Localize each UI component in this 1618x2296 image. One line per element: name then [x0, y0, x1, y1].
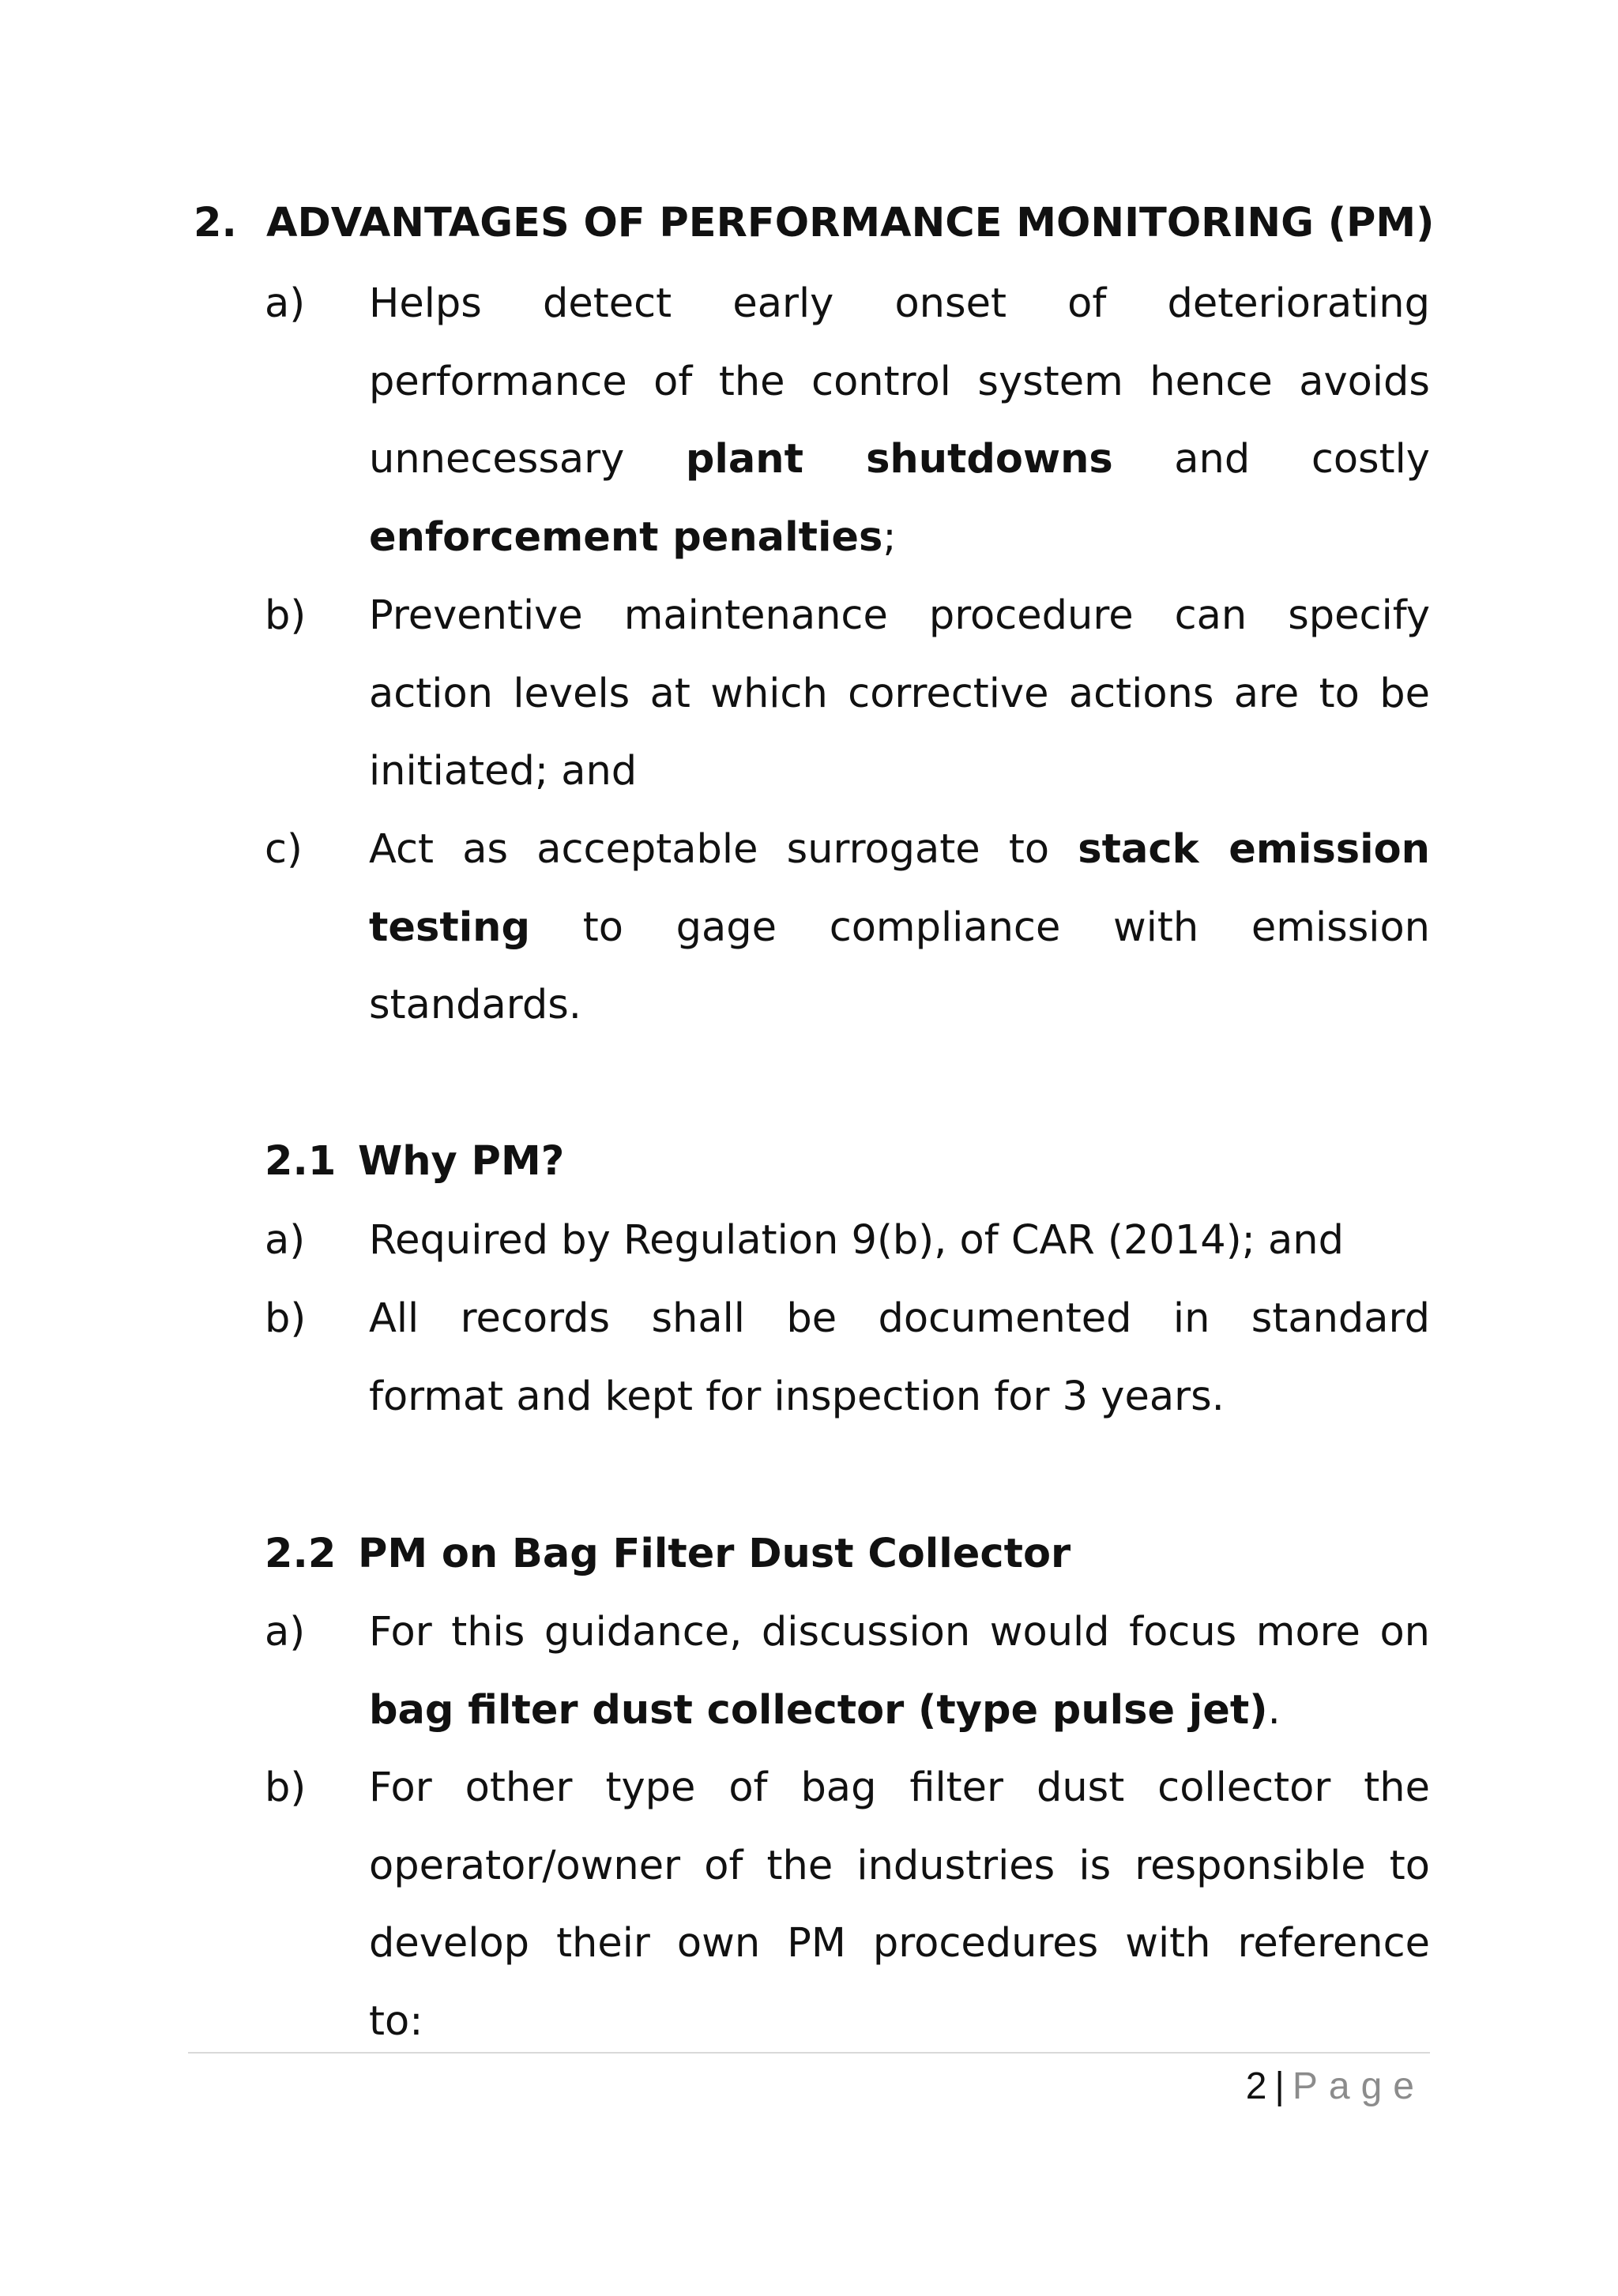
text-run: Act as acceptable surrogate to	[369, 826, 1078, 873]
text-line	[369, 1749, 1430, 1828]
text-run: Preventive maintenance procedure can specify	[369, 592, 1430, 639]
list-item-text	[369, 265, 1430, 577]
bold-text-run: enforcement penalties	[369, 514, 883, 562]
text-line	[369, 499, 1430, 577]
text-line	[369, 1594, 1430, 1672]
list-item-text	[369, 1280, 1430, 1436]
page-footer	[1246, 2063, 1425, 2110]
text-line	[369, 1358, 1430, 1437]
bold-text-run: stack emission	[1078, 826, 1430, 873]
text-run: initiated; and	[369, 748, 638, 795]
list-item	[265, 265, 1430, 577]
subsection-number: 2.1	[265, 1138, 337, 1185]
list-item-text	[369, 577, 1430, 811]
bold-text-run: plant shutdowns	[685, 436, 1113, 483]
text-line	[369, 1905, 1430, 1983]
text-run: For other type of bag filter dust collector the	[369, 1764, 1430, 1811]
subsection-title: PM on Bag Filter Dust Collector	[358, 1531, 1071, 1577]
subsection-heading	[265, 1137, 564, 1186]
page-number: 2	[1245, 2065, 1267, 2107]
text-line	[369, 1828, 1430, 1906]
text-run: ;	[882, 514, 897, 562]
text-run: For this guidance, discussion would focus more on	[369, 1609, 1430, 1655]
list-item	[265, 1202, 1430, 1280]
text-line	[369, 577, 1430, 656]
text-run: develop their own PM procedures with reference	[369, 1920, 1430, 1967]
list-item	[265, 1594, 1430, 1749]
text-run: to gage compliance with emission	[530, 904, 1430, 951]
list-item	[265, 811, 1430, 1045]
text-line	[369, 344, 1430, 422]
text-line	[369, 1280, 1430, 1358]
list-marker: b)	[265, 1764, 307, 1811]
text-run: standards.	[369, 982, 581, 1029]
text-run: and costly	[1112, 436, 1430, 483]
text-line	[369, 1672, 1430, 1750]
text-line	[369, 733, 1430, 811]
section-title: ADVANTAGES OF PERFORMANCE MONITORING (PM)	[266, 200, 1435, 246]
list-marker: b)	[265, 1295, 307, 1342]
list-item-text	[369, 811, 1430, 1045]
text-run: action levels at which corrective actions are to be	[369, 670, 1430, 717]
list-item-text	[369, 1202, 1430, 1280]
section-number: 2.	[194, 200, 237, 246]
list-marker: c)	[265, 826, 303, 873]
list-item	[265, 577, 1430, 811]
footer-separator: |	[1274, 2065, 1285, 2107]
section-heading	[194, 199, 1434, 248]
subsection-heading	[265, 1530, 1071, 1579]
list-marker: a)	[265, 280, 306, 327]
text-run: unnecessary	[369, 436, 686, 483]
bold-text-run: testing	[369, 904, 530, 951]
subsection-title: Why PM?	[358, 1138, 565, 1185]
list-item-text	[369, 1749, 1430, 2061]
text-line	[369, 1202, 1430, 1280]
text-run: performance of the control system hence avoids	[369, 358, 1430, 405]
list-item	[265, 1280, 1430, 1436]
subsection-number: 2.2	[265, 1531, 337, 1577]
text-run: .	[1267, 1686, 1281, 1734]
text-line	[369, 421, 1430, 499]
page-label: Page	[1292, 2065, 1425, 2107]
text-line	[369, 967, 1430, 1045]
list-item	[265, 1749, 1430, 2061]
text-line	[369, 889, 1430, 968]
bold-text-run: bag filter dust collector (type pulse jet)	[369, 1686, 1268, 1734]
text-line	[369, 1983, 1430, 2061]
text-run: All records shall be documented in standard	[369, 1295, 1430, 1342]
footer-divider	[188, 2052, 1430, 2054]
text-run: Helps detect early onset of deteriorating	[369, 280, 1430, 327]
text-run: to:	[369, 1998, 423, 2046]
list-item-text	[369, 1594, 1430, 1749]
text-line	[369, 265, 1430, 344]
text-run: operator/owner of the industries is responsible to	[369, 1842, 1430, 1889]
text-line	[369, 811, 1430, 889]
text-line	[369, 656, 1430, 734]
list-marker: a)	[265, 1609, 306, 1655]
list-marker: b)	[265, 592, 307, 639]
text-run: Required by Regulation 9(b), of CAR (2014); and	[369, 1217, 1344, 1264]
list-marker: a)	[265, 1217, 306, 1264]
text-run: format and kept for inspection for 3 years.	[369, 1373, 1225, 1420]
